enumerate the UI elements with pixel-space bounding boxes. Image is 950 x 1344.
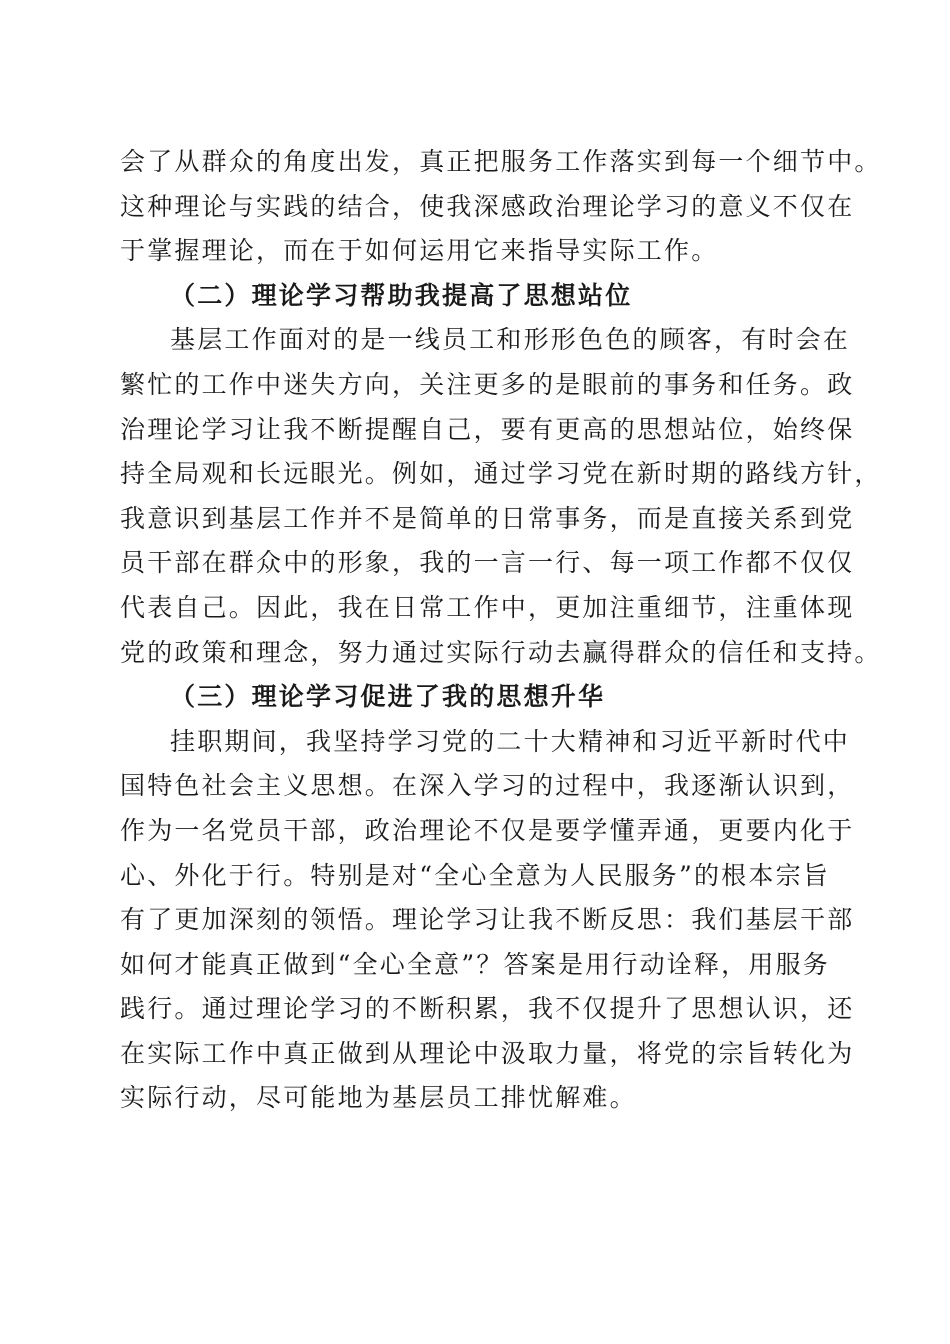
text-line: 员干部在群众中的形象，我的一言一行、每一项工作都不仅仅 bbox=[120, 548, 855, 578]
text-line: 代表自己。因此，我在日常工作中，更加注重细节，注重体现 bbox=[120, 592, 855, 622]
text-line: 心、外化于行。特别是对“全心全意为人民服务”的根本宗旨 bbox=[120, 860, 830, 890]
text-line: 有了更加深刻的领悟。理论学习让我不断反思：我们基层干部 bbox=[120, 905, 855, 935]
text-line: 繁忙的工作中迷失方向，关注更多的是眼前的事务和任务。政 bbox=[120, 369, 855, 399]
text-line: 这种理论与实践的结合，使我深感政治理论学习的意义不仅在 bbox=[120, 191, 855, 221]
text-line: 于掌握理论，而在于如何运用它来指导实际工作。 bbox=[120, 236, 719, 266]
text-line: 我意识到基层工作并不是简单的日常事务，而是直接关系到党 bbox=[120, 503, 855, 533]
text-line: 实际行动，尽可能地为基层员工排忧解难。 bbox=[120, 1083, 637, 1113]
text-line: 在实际工作中真正做到从理论中汲取力量，将党的宗旨转化为 bbox=[120, 1038, 855, 1068]
text-line: 践行。通过理论学习的不断积累，我不仅提升了思想认识，还 bbox=[120, 994, 855, 1024]
text-line: 治理论学习让我不断提醒自己，要有更高的思想站位，始终保 bbox=[120, 414, 855, 444]
text-line: 持全局观和长远眼光。例如，通过学习党在新时期的路线方针， bbox=[120, 459, 882, 489]
section-heading: （三）理论学习促进了我的思想升华 bbox=[170, 682, 606, 712]
paragraph-first-line: 挂职期间，我坚持学习党的二十大精神和习近平新时代中 bbox=[170, 726, 851, 756]
text-line: 如何才能真正做到“全心全意”？答案是用行动诠释，用服务 bbox=[120, 949, 830, 979]
text-line: 国特色社会主义思想。在深入学习的过程中，我逐渐认识到， bbox=[120, 771, 855, 801]
document-body bbox=[120, 140, 882, 1121]
paragraph-first-line: 基层工作面对的是一线员工和形形色色的顾客，有时会在 bbox=[170, 325, 851, 355]
section-heading: （二）理论学习帮助我提高了思想站位 bbox=[170, 280, 633, 310]
text-line: 会了从群众的角度出发，真正把服务工作落实到每一个细节中。 bbox=[120, 147, 882, 176]
text-line: 作为一名党员干部，政治理论不仅是要学懂弄通，更要内化于 bbox=[120, 815, 855, 845]
text-line: 党的政策和理念，努力通过实际行动去赢得群众的信任和支持。 bbox=[120, 637, 882, 667]
